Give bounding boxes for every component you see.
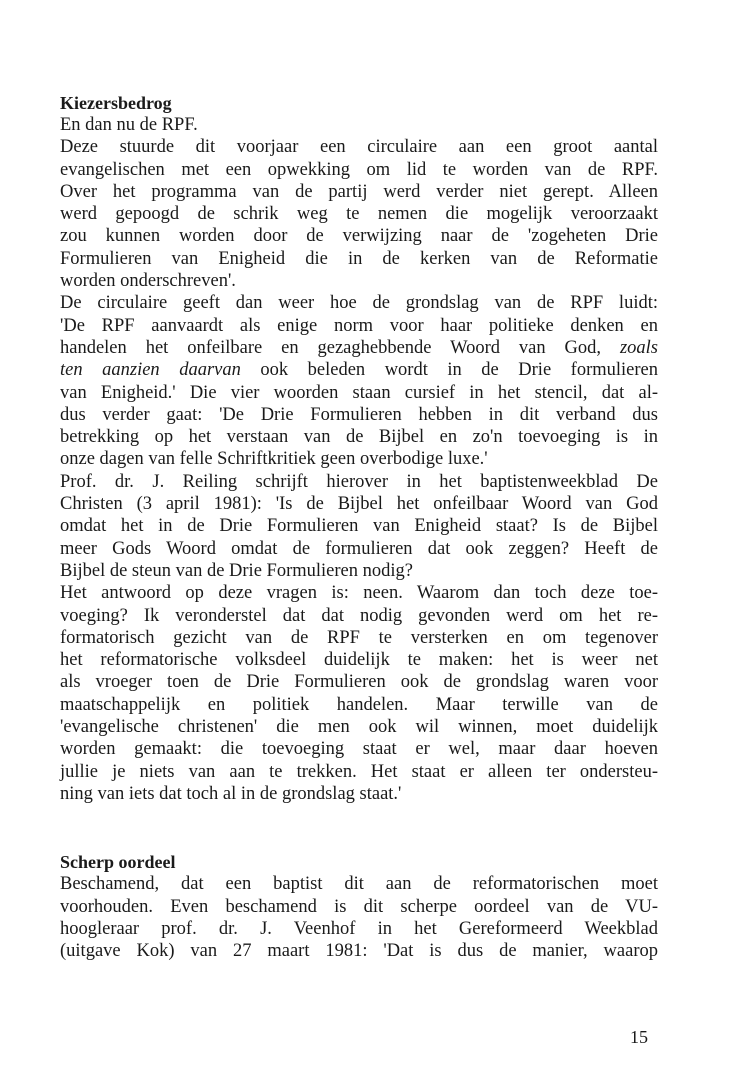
text-line: betrekking op het verstaan van de Bijbel en zo'n toevoeging is in [60, 427, 658, 448]
text-line: maatschappelijk en politiek handelen. Maar terwille van de [60, 694, 658, 715]
text-line: 'De RPF aanvaardt als enige norm voor haar politieke denken en [60, 315, 658, 336]
text-line: worden gemaakt: die toevoeging staat er wel, maar daar hoeven [60, 739, 658, 760]
text-line: formatorisch gezicht van de RPF te versterken en om tegenover [60, 627, 658, 648]
text-line: jullie je niets van aan te trekken. Het staat er alleen ter ondersteu- [60, 761, 658, 782]
page-body [60, 92, 658, 962]
section-scherp-oordeel [60, 851, 658, 962]
text-line: het reformatorische volksdeel duidelijk te maken: het is weer net [60, 650, 658, 671]
section-kiezersbedrog [60, 92, 658, 805]
text-line: werd gepoogd de schrik weg te nemen die mogelijk veroorzaakt [60, 204, 658, 225]
text-line: De circulaire geeft dan weer hoe de grondslag van de RPF luidt: [60, 293, 658, 314]
text-line-with-italic [60, 359, 658, 381]
text-line: meer Gods Woord omdat de formulieren dat ook zeggen? Heeft de [60, 538, 658, 559]
text-line: worden onderschreven'. [60, 271, 236, 292]
text-line: (uitgave Kok) van 27 maart 1981: 'Dat is dus de manier, waarop [60, 941, 658, 962]
text-line: voorhouden. Even beschamend is dit scherpe oordeel van de VU- [60, 896, 658, 917]
text-line: Formulieren van Enigheid die in de kerken van de Reformatie [60, 248, 658, 269]
text-line: Bijbel de steun van de Drie Formulieren nodig? [60, 560, 413, 581]
text-line: Christen (3 april 1981): 'Is de Bijbel het onfeilbaar Woord van God [60, 494, 658, 515]
text-line: omdat het in de Drie Formulieren van Enigheid staat? Is de Bijbel [60, 516, 658, 537]
text-line: 'evangelische christenen' die men ook wil winnen, moet duidelijk [60, 717, 658, 738]
text-line: voeging? Ik veronderstel dat dat nodig gevonden werd om het re- [60, 605, 658, 626]
text-segment: handelen het onfeilbare en gezaghebbende Woord van God, [60, 337, 602, 358]
text-line: Prof. dr. J. Reiling schrijft hierover in het baptistenweekblad De [60, 471, 658, 492]
text-line: evangelischen met een opwekking om lid te worden van de RPF. [60, 159, 658, 180]
text-line: Over het programma van de partij werd verder niet gerept. Alleen [60, 181, 658, 202]
text-line: dus verder gaat: 'De Drie Formulieren hebben in dit verband dus [60, 404, 658, 425]
section-spacer [60, 805, 658, 851]
section-heading: Scherp oordeel [60, 852, 176, 873]
text-line: hoogleraar prof. dr. J. Veenhof in het Gereformeerd Weekblad [60, 918, 658, 939]
text-line: als vroeger toen de Drie Formulieren ook de grondslag waren voor [60, 672, 658, 693]
section-heading: Kiezersbedrog [60, 93, 172, 113]
text-line: Beschamend, dat een baptist dit aan de reformatorischen moet [60, 874, 658, 895]
text-line: En dan nu de RPF. [60, 115, 198, 135]
italic-segment: ten aanzien daarvan [60, 360, 241, 381]
text-line: ning van iets dat toch al in de grondslag staat.' [60, 783, 402, 804]
text-line: Deze stuurde dit voorjaar een circulaire aan een groot aantal [60, 137, 658, 158]
text-line: van Enigheid.' Die vier woorden staan cursief in het stencil, dat al- [60, 382, 658, 403]
page-number: 15 [630, 1027, 648, 1047]
text-line: Het antwoord op deze vragen is: neen. Waarom dan toch deze toe- [60, 583, 658, 604]
italic-segment: zoals [619, 337, 658, 358]
text-line: zou kunnen worden door de verwijzing naar de 'zogeheten Drie [60, 226, 658, 247]
text-line-with-italic [60, 337, 658, 359]
text-segment: ook beleden wordt in de Drie formulieren [240, 360, 658, 381]
text-line: onze dagen van felle Schriftkritiek geen overbodige luxe.' [60, 449, 488, 470]
